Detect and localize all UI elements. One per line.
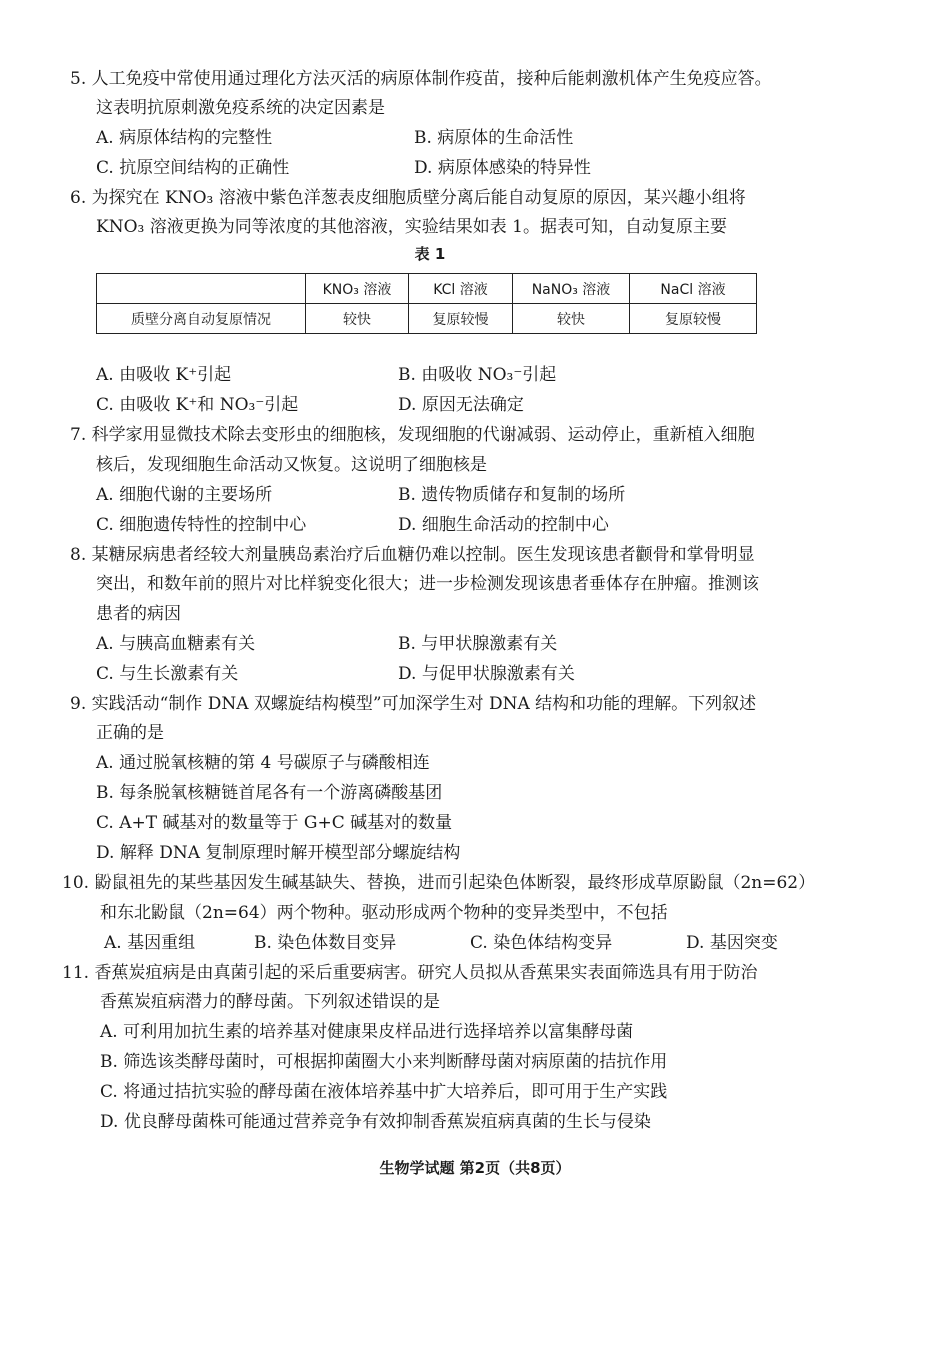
q8-stem-line-1: 8. 某糖尿病患者经较大剂量胰岛素治疗后血糖仍难以控制。医生发现该患者颧骨和掌骨明显 <box>70 545 755 565</box>
q11-stem-line-2: 香蕉炭疽病潜力的酵母菌。下列叙述错误的是 <box>100 992 440 1012</box>
q11-option-a: A. 可利用加抗生素的培养基对健康果皮样品进行选择培养以富集酵母菌 <box>100 1022 634 1042</box>
q9-option-d: D. 解释 DNA 复制原理时解开模型部分螺旋结构 <box>96 843 461 863</box>
page-footer: 生物学试题 第2页（共8页） <box>379 1159 571 1177</box>
q10-option-a: A. 基因重组 <box>104 933 196 953</box>
q11-option-b: B. 筛选该类酵母菌时，可根据抑菌圈大小来判断酵母菌对病原菌的拮抗作用 <box>100 1052 668 1072</box>
q5-stem-line-2: 这表明抗原刺激免疫系统的决定因素是 <box>96 98 385 118</box>
q6-stem-line-2: KNO₃ 溶液更换为同等浓度的其他溶液，实验结果如表 1。据表可知，自动复原主要 <box>96 217 727 237</box>
q8-option-c: C. 与生长激素有关 <box>96 664 239 684</box>
q9-stem-line-1: 9. 实践活动“制作 DNA 双螺旋结构模型”可加深学生对 DNA 结构和功能的理解。下列叙述 <box>70 694 757 714</box>
table-cell-kno3: 较快 <box>306 304 409 334</box>
table-cell-nano3: 较快 <box>513 304 630 334</box>
q10-option-b: B. 染色体数目变异 <box>254 933 397 953</box>
q7-option-a: A. 细胞代谢的主要场所 <box>96 485 273 505</box>
q8-stem-line-3: 患者的病因 <box>96 604 181 624</box>
q5-option-d: D. 病原体感染的特异性 <box>414 158 591 178</box>
q6-option-c: C. 由吸收 K⁺和 NO₃⁻引起 <box>96 395 299 415</box>
q11-option-c: C. 将通过拮抗实验的酵母菌在液体培养基中扩大培养后，即可用于生产实践 <box>100 1082 668 1102</box>
table-header-kcl: KCl 溶液 <box>409 274 513 304</box>
q7-option-b: B. 遗传物质储存和复制的场所 <box>398 485 626 505</box>
q7-stem-line-1: 7. 科学家用显微技术除去变形虫的细胞核，发现细胞的代谢减弱、运动停止，重新植入细胞 <box>70 425 755 445</box>
q9-option-a: A. 通过脱氧核糖的第 4 号碳原子与磷酸相连 <box>96 753 430 773</box>
q8-stem-line-2: 突出，和数年前的照片对比样貌变化很大；进一步检测发现该患者垂体存在肿瘤。推测该 <box>96 574 759 594</box>
q6-option-d: D. 原因无法确定 <box>398 395 524 415</box>
q6-stem-line-1: 6. 为探究在 KNO₃ 溶液中紫色洋葱表皮细胞质壁分离后能自动复原的原因，某兴趣小组将 <box>70 188 746 208</box>
q5-option-b: B. 病原体的生命活性 <box>414 128 574 148</box>
table-header-nano3: NaNO₃ 溶液 <box>513 274 630 304</box>
q5-option-c: C. 抗原空间结构的正确性 <box>96 158 290 178</box>
results-table <box>96 273 757 334</box>
q8-option-d: D. 与促甲状腺激素有关 <box>398 664 575 684</box>
q11-stem-line-1: 11. 香蕉炭疽病是由真菌引起的采后重要病害。研究人员拟从香蕉果实表面筛选具有用于防治 <box>62 963 758 983</box>
q6-option-a: A. 由吸收 K⁺引起 <box>96 365 232 385</box>
q9-stem-line-2: 正确的是 <box>96 723 164 743</box>
q10-stem-line-2: 和东北鼢鼠（2n=64）两个物种。驱动形成两个物种的变异类型中，不包括 <box>100 903 668 923</box>
q8-option-a: A. 与胰高血糖素有关 <box>96 634 256 654</box>
q10-option-d: D. 基因突变 <box>686 933 778 953</box>
q6-option-b: B. 由吸收 NO₃⁻引起 <box>398 365 557 385</box>
table-header-kno3: KNO₃ 溶液 <box>306 274 409 304</box>
q5-stem-line-1: 5. 人工免疫中常使用通过理化方法灭活的病原体制作疫苗，接种后能刺激机体产生免疫应答。 <box>70 69 772 89</box>
q9-option-b: B. 每条脱氧核糖链首尾各有一个游离磷酸基团 <box>96 783 443 803</box>
q9-option-c: C. A+T 碱基对的数量等于 G+C 碱基对的数量 <box>96 813 453 833</box>
q7-option-c: C. 细胞遗传特性的控制中心 <box>96 515 307 535</box>
table-header-empty <box>97 274 306 304</box>
table-header-nacl: NaCl 溶液 <box>630 274 757 304</box>
q8-option-b: B. 与甲状腺激素有关 <box>398 634 558 654</box>
q7-option-d: D. 细胞生命活动的控制中心 <box>398 515 609 535</box>
table-caption: 表 1 <box>414 245 446 263</box>
q11-option-d: D. 优良酵母菌株可能通过营养竞争有效抑制香蕉炭疽病真菌的生长与侵染 <box>100 1112 651 1132</box>
q10-option-c: C. 染色体结构变异 <box>470 933 613 953</box>
q7-stem-line-2: 核后，发现细胞生命活动又恢复。这说明了细胞核是 <box>96 455 487 475</box>
table-row <box>97 304 757 334</box>
table-row-label: 质壁分离自动复原情况 <box>97 304 306 334</box>
table-cell-kcl: 复原较慢 <box>409 304 513 334</box>
table-header-row <box>97 274 757 304</box>
q5-option-a: A. 病原体结构的完整性 <box>96 128 273 148</box>
q10-stem-line-1: 10. 鼢鼠祖先的某些基因发生碱基缺失、替换，进而引起染色体断裂，最终形成草原鼢鼠（2n=62） <box>62 873 816 893</box>
table-cell-nacl: 复原较慢 <box>630 304 757 334</box>
